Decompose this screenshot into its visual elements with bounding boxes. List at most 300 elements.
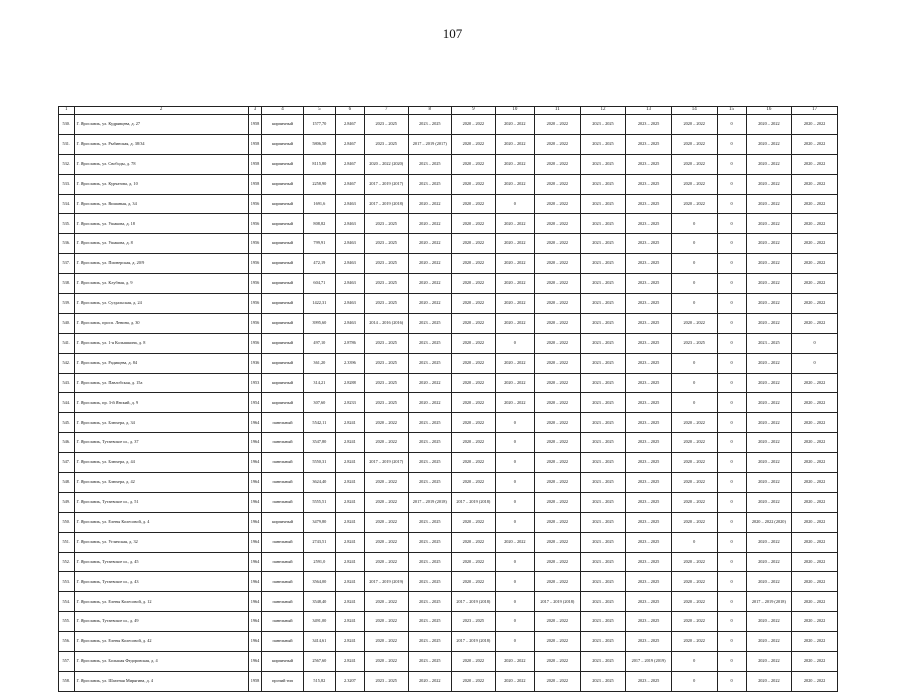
table-cell: 2.8241 <box>335 632 364 652</box>
address-cell: Г. Ярославль, ул. Блюхера, д. 44 <box>74 453 248 473</box>
address-cell: Г. Ярославль, ул. Угличская, д. 32 <box>74 532 248 552</box>
table-cell: 2020 – 2022 <box>364 413 408 433</box>
table-cell: 0 <box>717 413 746 433</box>
table-cell: 2020 – 2022 <box>452 473 496 493</box>
table-cell: 2020 – 2022 <box>671 612 717 632</box>
table-cell: 2020 – 2022 <box>792 194 838 214</box>
table-cell: 2023 – 2025 <box>626 453 672 473</box>
table-cell: 540. <box>59 313 75 333</box>
table-cell: 1964 <box>248 473 261 493</box>
table-cell: 2023 – 2025 <box>580 194 626 214</box>
table-cell: 2.8463 <box>335 214 364 234</box>
table-cell: 2020 – 2022 <box>671 473 717 493</box>
table-cell: 2020 – 2022 <box>408 194 452 214</box>
table-cell: 0 <box>495 552 534 572</box>
table-cell: 2020 – 2022 <box>364 473 408 493</box>
table-cell: 2023 – 2025 <box>364 373 408 393</box>
table-row <box>59 572 838 592</box>
table-cell: 2020 – 2022 <box>792 373 838 393</box>
table-cell: 1964 <box>248 512 261 532</box>
table-cell: 2.8288 <box>335 373 364 393</box>
table-row <box>59 373 838 393</box>
table-cell: 2023 – 2025 <box>580 632 626 652</box>
table-cell: 2020 – 2022 <box>535 572 581 592</box>
table-cell: 8115,80 <box>303 154 335 174</box>
table-cell: 604,71 <box>303 274 335 294</box>
table-cell: 2020 – 2022 <box>535 333 581 353</box>
table-cell: 531. <box>59 134 75 154</box>
table-cell: 0 <box>671 652 717 672</box>
table-cell: 530. <box>59 115 75 135</box>
table-cell: 2.8241 <box>335 532 364 552</box>
address-cell: Г. Ярославль, ул. Елены Колесовой, д. 12 <box>74 592 248 612</box>
table-cell: 2020 – 2022 <box>452 433 496 453</box>
table-cell: 2020 – 2022 <box>452 274 496 294</box>
table-cell: 2020 – 2022 <box>535 413 581 433</box>
address-cell: Г. Ярославль, ул. Пионерская, д. 20/9 <box>74 254 248 274</box>
table-row <box>59 552 838 572</box>
table-cell: кирпичный <box>262 274 303 294</box>
table-cell: 552. <box>59 552 75 572</box>
table-cell: 2020 – 2022 <box>792 214 838 234</box>
table-cell: 2023 – 2025 <box>408 552 452 572</box>
table-row <box>59 333 838 353</box>
table-cell: 2023 – 2025 <box>580 115 626 135</box>
table-cell: 1956 <box>248 333 261 353</box>
table-cell: 2023 – 2025 <box>364 671 408 691</box>
table-cell: 2.8463 <box>335 254 364 274</box>
table-cell: 2017 – 2019 (2018) <box>452 592 496 612</box>
table-cell: 2023 – 2025 <box>580 313 626 333</box>
column-number: 4 <box>262 107 303 115</box>
table-cell: 2.8786 <box>335 333 364 353</box>
address-cell: Г. Ярославль, ул. Большая Федоровская, д. 4 <box>74 652 248 672</box>
table-cell: 2017 – 2019 (2018) <box>452 492 496 512</box>
table-cell: 2023 – 2025 <box>408 353 452 373</box>
table-cell: 808,82 <box>303 214 335 234</box>
table-cell: 1964 <box>248 652 261 672</box>
column-number: 14 <box>671 107 717 115</box>
table-cell: кирпичный <box>262 373 303 393</box>
table-cell: 1956 <box>248 254 261 274</box>
table-cell: 2017 – 2019 (2018) <box>452 632 496 652</box>
table-cell: 541. <box>59 333 75 353</box>
table-cell: 2020 – 2022 <box>495 373 534 393</box>
table-row <box>59 632 838 652</box>
table-cell: 2020 – 2022 <box>671 453 717 473</box>
table-cell: 307,60 <box>303 393 335 413</box>
table-cell: 0 <box>717 234 746 254</box>
table-cell: 2023 – 2025 <box>408 612 452 632</box>
table-cell: 2020 – 2022 <box>792 154 838 174</box>
address-cell: Г. Ярославль, Тутаевское ш., д. 45 <box>74 552 248 572</box>
table-cell: 2017 – 2019 (2017) <box>364 174 408 194</box>
table-cell: 1964 <box>248 632 261 652</box>
table-cell: 2023 – 2025 <box>364 353 408 373</box>
table-cell: 2023 – 2025 <box>408 115 452 135</box>
table-cell: 2020 – 2022 <box>408 294 452 314</box>
table-cell: 1422,31 <box>303 294 335 314</box>
table-cell: 2020 – 2022 <box>535 274 581 294</box>
table-cell: 0 <box>495 492 534 512</box>
table-cell: 2020 – 2022 <box>792 572 838 592</box>
table-cell: 2020 – 2022 <box>671 134 717 154</box>
table-cell: 2020 – 2022 <box>746 473 792 493</box>
table-cell: 558. <box>59 671 75 691</box>
table-cell: 2017 – 2019 (2019) <box>364 572 408 592</box>
table-cell: 2020 – 2022 <box>746 492 792 512</box>
table-cell: 2023 – 2025 <box>626 592 672 612</box>
table-cell: 2020 – 2022 <box>792 652 838 672</box>
table-cell: 1964 <box>248 612 261 632</box>
table-row <box>59 433 838 453</box>
table-cell: 2023 – 2025 <box>746 333 792 353</box>
table-cell: 2020 – 2022 <box>792 552 838 572</box>
table-cell: 2023 – 2025 <box>580 532 626 552</box>
table-cell: 2567,60 <box>303 652 335 672</box>
table-cell: 2023 – 2025 <box>580 174 626 194</box>
table-cell: кирпичный <box>262 174 303 194</box>
table-cell: 2.8241 <box>335 592 364 612</box>
table-cell: 0 <box>717 572 746 592</box>
table-cell: 0 <box>792 353 838 373</box>
table-cell: 2020 – 2022 <box>792 453 838 473</box>
table-cell: 2020 – 2022 <box>452 353 496 373</box>
address-cell: Г. Ярославль, ул. Блюхера, д. 42 <box>74 473 248 493</box>
table-cell: 2020 – 2022 <box>792 115 838 135</box>
table-cell: 5550,31 <box>303 453 335 473</box>
table-cell: 0 <box>671 214 717 234</box>
table-cell: 0 <box>671 532 717 552</box>
table-cell: 2020 – 2022 <box>535 373 581 393</box>
table-cell: 2020 – 2022 <box>452 254 496 274</box>
table-row <box>59 473 838 493</box>
table-cell: 1956 <box>248 234 261 254</box>
table-cell: 2020 – 2022 <box>452 532 496 552</box>
table-cell: 2020 – 2022 <box>535 313 581 333</box>
table-cell: 2023 – 2025 <box>580 572 626 592</box>
table-row <box>59 194 838 214</box>
address-cell: Г. Ярославль, ул. Курчатова, д. 10 <box>74 174 248 194</box>
table-cell: 2.8241 <box>335 473 364 493</box>
table-cell: 0 <box>717 433 746 453</box>
table-cell: 2020 – 2022 <box>746 313 792 333</box>
table-cell: 0 <box>671 373 717 393</box>
table-cell: 2023 – 2025 <box>408 532 452 552</box>
table-cell: 2023 – 2025 <box>364 115 408 135</box>
address-cell: Г. Ярославль, ул. Ушакова, д. 8 <box>74 234 248 254</box>
table-cell: 0 <box>495 433 534 453</box>
table-cell: 0 <box>717 353 746 373</box>
table-cell: 2023 – 2025 <box>408 652 452 672</box>
table-cell: 0 <box>495 194 534 214</box>
table-cell: 2023 – 2025 <box>408 572 452 592</box>
column-number: 1 <box>59 107 75 115</box>
table-cell: 2023 – 2025 <box>580 492 626 512</box>
table-cell: кирпичный <box>262 254 303 274</box>
table-cell: 2020 – 2022 <box>746 254 792 274</box>
table-cell: 0 <box>495 512 534 532</box>
table-cell: 2020 – 2022 <box>495 671 534 691</box>
table-cell: 515,82 <box>303 671 335 691</box>
table-row <box>59 453 838 473</box>
table-cell: кирпичный <box>262 214 303 234</box>
table-cell: 2020 – 2022 <box>452 214 496 234</box>
table-cell: 2017 – 2019 (2018) <box>535 592 581 612</box>
table-cell: 2020 – 2022 <box>671 413 717 433</box>
table-cell: 1958 <box>248 174 261 194</box>
table-cell: 2023 – 2025 <box>626 671 672 691</box>
table-cell: 2023 – 2025 <box>408 433 452 453</box>
table-cell: 2.8241 <box>335 413 364 433</box>
table-cell: 1691,6 <box>303 194 335 214</box>
table-row <box>59 512 838 532</box>
table-cell: 2020 – 2022 <box>746 373 792 393</box>
table-cell: 2023 – 2025 <box>580 254 626 274</box>
table-cell: 1958 <box>248 134 261 154</box>
table-cell: 0 <box>671 393 717 413</box>
table-cell: 2020 – 2022 <box>408 274 452 294</box>
table-cell: 2020 – 2022 <box>792 274 838 294</box>
address-cell: Г. Ярославль, ул. Свободы, д. 78 <box>74 154 248 174</box>
address-cell: Г. Ярославль, ул. Радищева, д. 84 <box>74 353 248 373</box>
table-cell: 2023 – 2025 <box>626 532 672 552</box>
table-cell: 2020 – 2022 <box>452 552 496 572</box>
table-cell: 2591,0 <box>303 552 335 572</box>
table-cell: 2020 – 2022 <box>452 671 496 691</box>
table-cell: 2020 – 2022 <box>452 194 496 214</box>
table-body <box>59 107 838 692</box>
table-cell: 2020 – 2022 <box>746 115 792 135</box>
table-cell: 2023 – 2025 <box>626 492 672 512</box>
address-cell: Г. Ярославль, пр. 3-й Янский, д. 9 <box>74 393 248 413</box>
table-cell: 1964 <box>248 413 261 433</box>
table-cell: 2020 – 2022 <box>671 552 717 572</box>
table-cell: 2020 – 2022 <box>495 652 534 672</box>
table-cell: 2.8467 <box>335 174 364 194</box>
table-cell: 2023 – 2025 <box>626 254 672 274</box>
table-cell: кирпичный <box>262 194 303 214</box>
table-cell: кирпичный <box>262 313 303 333</box>
table-cell: панельный <box>262 612 303 632</box>
table-cell: 2020 – 2022 <box>495 234 534 254</box>
table-cell: панельный <box>262 492 303 512</box>
column-number: 16 <box>746 107 792 115</box>
table-cell: 534. <box>59 194 75 214</box>
table-cell: панельный <box>262 572 303 592</box>
table-cell: кирпичный <box>262 333 303 353</box>
table-cell: 2020 – 2022 <box>452 413 496 433</box>
table-row <box>59 652 838 672</box>
table-cell: 2023 – 2025 <box>580 393 626 413</box>
table-row <box>59 134 838 154</box>
table-cell: 2020 – 2022 <box>671 572 717 592</box>
table-cell: панельный <box>262 592 303 612</box>
table-cell: 2020 – 2022 <box>746 234 792 254</box>
table-cell: 2020 – 2022 <box>452 453 496 473</box>
table-cell: 2020 – 2022 <box>535 453 581 473</box>
table-cell: 2020 – 2022 <box>452 313 496 333</box>
table-cell: 2017 – 2019 (2018) <box>364 194 408 214</box>
table-cell: 2020 – 2022 <box>671 174 717 194</box>
table-cell: 1956 <box>248 294 261 314</box>
table-row <box>59 393 838 413</box>
table-cell: 0 <box>495 473 534 493</box>
table-row <box>59 154 838 174</box>
table-cell: 2020 – 2022 <box>535 254 581 274</box>
table-cell: 2023 – 2025 <box>626 433 672 453</box>
table-cell: 0 <box>671 234 717 254</box>
table-cell: 2020 – 2022 <box>792 512 838 532</box>
table-cell: 2.3396 <box>335 353 364 373</box>
address-cell: Г. Ярославль, Тутаевское ш., д. 37 <box>74 433 248 453</box>
table-row <box>59 492 838 512</box>
table-cell: 2020 – 2022 <box>452 134 496 154</box>
table-cell: 2017 – 2019 (2018) <box>746 592 792 612</box>
table-cell: 497,10 <box>303 333 335 353</box>
table-cell: 0 <box>717 333 746 353</box>
table-cell: панельный <box>262 532 303 552</box>
table-cell: 535. <box>59 214 75 234</box>
table-row <box>59 612 838 632</box>
table-cell: панельный <box>262 433 303 453</box>
table-cell: 2023 – 2025 <box>626 353 672 373</box>
table-cell: 2023 – 2025 <box>580 154 626 174</box>
table-cell: 2020 – 2022 <box>452 652 496 672</box>
table-cell: 548. <box>59 473 75 493</box>
table-cell: 2020 – 2022 <box>746 174 792 194</box>
table-cell: 2020 – 2022 <box>792 473 838 493</box>
table-cell: 2020 – 2022 <box>495 134 534 154</box>
address-cell: Г. Ярославль, ул. Клубная, д. 9 <box>74 274 248 294</box>
table-cell: панельный <box>262 473 303 493</box>
table-cell: 3548,40 <box>303 592 335 612</box>
table-cell: 2020 – 2022 <box>535 532 581 552</box>
table-cell: 538. <box>59 274 75 294</box>
table-cell: 2.8463 <box>335 234 364 254</box>
table-row <box>59 274 838 294</box>
table-cell: 2020 – 2022 <box>364 592 408 612</box>
table-cell: 2020 – 2022 <box>671 313 717 333</box>
table-cell: 2020 – 2022 <box>535 492 581 512</box>
table-row <box>59 671 838 691</box>
table-cell: 0 <box>717 154 746 174</box>
table-cell: 5555,51 <box>303 492 335 512</box>
table-cell: 0 <box>717 473 746 493</box>
table-cell: 2023 – 2025 <box>408 632 452 652</box>
column-number: 13 <box>626 107 672 115</box>
table-cell: 2020 – 2022 <box>792 134 838 154</box>
table-cell: 0 <box>717 453 746 473</box>
table-cell: 2020 – 2022 <box>364 532 408 552</box>
table-cell: 2020 – 2022 <box>535 294 581 314</box>
table-cell: 0 <box>671 353 717 373</box>
table-cell: кирпичный <box>262 512 303 532</box>
table-cell: 2020 – 2022 <box>792 294 838 314</box>
table-cell: 3995,60 <box>303 313 335 333</box>
table-cell: 2020 – 2022 <box>746 353 792 373</box>
table-cell: 1956 <box>248 313 261 333</box>
table-cell: панельный <box>262 552 303 572</box>
table-cell: 2020 – 2022 <box>792 592 838 612</box>
table-cell: 2020 – 2022 <box>535 612 581 632</box>
table-cell: 2023 – 2025 <box>408 453 452 473</box>
table-cell: 1956 <box>248 274 261 294</box>
table-cell: 2020 – 2022 <box>792 313 838 333</box>
table-cell: кирпичный <box>262 154 303 174</box>
table-cell: кирпичный <box>262 294 303 314</box>
table-cell: 2020 – 2022 <box>535 234 581 254</box>
table-row <box>59 353 838 373</box>
table-cell: 2023 – 2025 <box>580 612 626 632</box>
table-cell: панельный <box>262 632 303 652</box>
table-cell: 2023 – 2025 <box>580 353 626 373</box>
table-cell: кирпичный <box>262 115 303 135</box>
table-cell: 0 <box>717 373 746 393</box>
repair-schedule-table <box>58 106 838 692</box>
table-row <box>59 214 838 234</box>
table-cell: 2020 – 2022 <box>746 632 792 652</box>
column-number: 17 <box>792 107 838 115</box>
table-cell: 0 <box>717 174 746 194</box>
table-cell: 2020 – 2022 <box>535 552 581 572</box>
column-number: 8 <box>408 107 452 115</box>
table-cell: 547. <box>59 453 75 473</box>
table-cell: 2023 – 2025 <box>580 552 626 572</box>
table-cell: 537. <box>59 254 75 274</box>
table-cell: 2020 – 2022 <box>792 413 838 433</box>
table-cell: 2023 – 2025 <box>626 572 672 592</box>
table-cell: 2.8233 <box>335 393 364 413</box>
table-cell: 2023 – 2025 <box>626 333 672 353</box>
table-cell: 2023 – 2025 <box>580 373 626 393</box>
table-cell: 2020 – 2022 <box>364 433 408 453</box>
table-cell: 2020 – 2022 <box>746 154 792 174</box>
table-cell: 2020 – 2022 <box>364 492 408 512</box>
table-cell: 549. <box>59 492 75 512</box>
table-cell: 2020 – 2022 <box>792 612 838 632</box>
table-cell: 2023 – 2025 <box>626 373 672 393</box>
table-cell: 0 <box>717 115 746 135</box>
table-cell: 0 <box>671 254 717 274</box>
table-cell: 554. <box>59 592 75 612</box>
table-cell: 2020 – 2022 (2020) <box>364 154 408 174</box>
table-cell: 550. <box>59 512 75 532</box>
address-cell: Г. Ярославль, ул. Суздальская, д. 24 <box>74 294 248 314</box>
table-cell: 799,91 <box>303 234 335 254</box>
table-cell: 0 <box>671 671 717 691</box>
table-cell: кирпичный <box>262 234 303 254</box>
table-cell: 2020 – 2022 <box>452 234 496 254</box>
table-cell: 1964 <box>248 433 261 453</box>
table-cell: 2020 – 2022 <box>746 433 792 453</box>
table-cell: 2020 – 2022 <box>408 393 452 413</box>
table-cell: 2020 – 2022 <box>671 592 717 612</box>
table-cell: 2.8467 <box>335 134 364 154</box>
table-cell: 2020 – 2022 <box>746 214 792 234</box>
table-cell: 0 <box>495 413 534 433</box>
table-cell: 2020 – 2022 <box>746 552 792 572</box>
table-cell: 2020 – 2022 <box>452 373 496 393</box>
table-cell: 2020 – 2022 <box>792 632 838 652</box>
table-cell: 2020 – 2022 <box>535 353 581 373</box>
table-cell: 1956 <box>248 194 261 214</box>
table-cell: 2020 – 2022 <box>746 194 792 214</box>
table-cell: 2020 – 2022 <box>535 671 581 691</box>
table-cell: 2023 – 2025 <box>580 453 626 473</box>
table-cell: 0 <box>495 612 534 632</box>
table-cell: 0 <box>495 333 534 353</box>
